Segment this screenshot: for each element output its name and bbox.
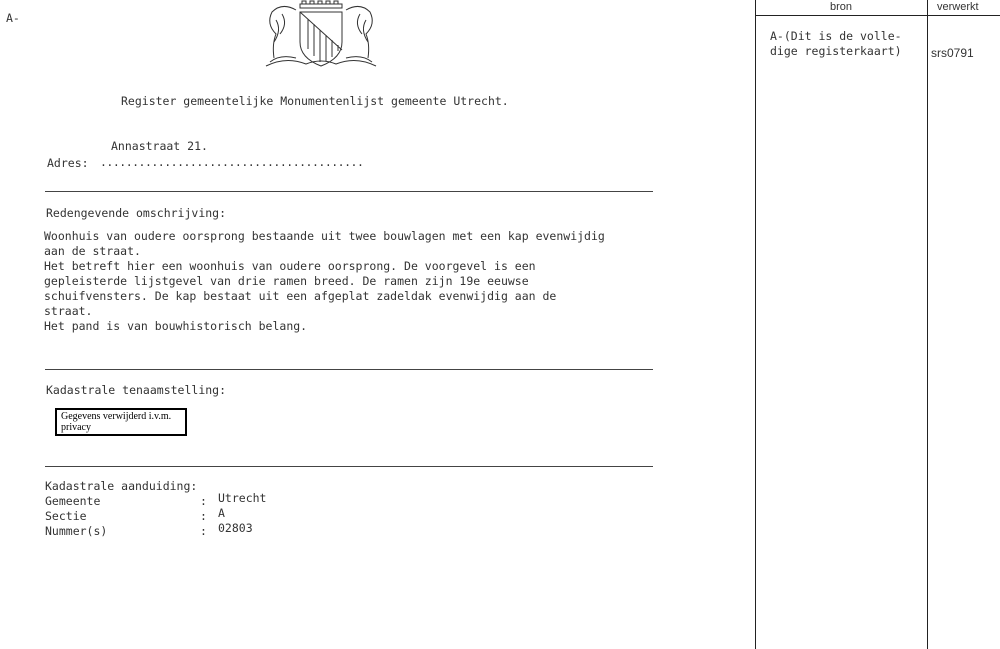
table-border	[927, 0, 928, 649]
cadastral-heading: Kadastrale aanduiding:	[45, 479, 198, 493]
description-line: straat.	[44, 304, 93, 318]
bron-line: dige registerkaart)	[770, 44, 902, 58]
document-title: Register gemeentelijke Monumentenlijst gemeente Utrecht.	[121, 94, 509, 108]
divider	[45, 369, 653, 370]
corner-mark: A-	[6, 11, 20, 25]
description-line: gepleisterde lijstgevel van drie ramen breed. De ramen zijn 19e eeuwse	[44, 274, 529, 288]
colon: :	[200, 509, 207, 523]
header-verwerkt: verwerkt	[937, 1, 979, 13]
colon: :	[200, 494, 207, 508]
description-line: schuifvensters. De kap bestaat uit een afgeplat zadeldak evenwijdig aan de	[44, 289, 557, 303]
table-border	[755, 0, 756, 649]
utrecht-coat-of-arms-logo	[262, 0, 380, 70]
verwerkt-code: srs0791	[931, 46, 974, 60]
colon: :	[200, 524, 207, 538]
cadastral-value-nummers: 02803	[218, 521, 253, 535]
privacy-notice-box: Gegevens verwijderd i.v.m. privacy	[55, 408, 187, 436]
description-line: Woonhuis van oudere oorsprong bestaande uit twee bouwlagen met een kap evenwijdig	[44, 229, 605, 243]
address-dots: .........................................	[100, 155, 364, 169]
divider	[45, 466, 653, 467]
cadastral-label-nummers: Nummer(s)	[45, 524, 108, 538]
cadastral-value-gemeente: Utrecht	[218, 491, 267, 505]
divider	[45, 191, 653, 192]
cadastral-label-sectie: Sectie	[45, 509, 87, 523]
bron-line: A-(Dit is de volle-	[770, 29, 902, 43]
description-line: aan de straat.	[44, 244, 141, 258]
table-header-border	[755, 15, 1000, 16]
description-heading: Redengevende omschrijving:	[46, 206, 227, 220]
description-line: Het betreft hier een woonhuis van oudere oorsprong. De voorgevel is een	[44, 259, 536, 273]
description-line: Het pand is van bouwhistorisch belang.	[44, 319, 308, 333]
address-label: Adres:	[47, 156, 89, 170]
cadastral-label-gemeente: Gemeente	[45, 494, 101, 508]
header-bron: bron	[830, 1, 853, 13]
cadastral-value-sectie: A	[218, 506, 225, 520]
description-text	[44, 229, 605, 334]
owner-heading: Kadastrale tenaamstelling:	[46, 383, 227, 397]
address-value: Annastraat 21.	[111, 139, 208, 153]
